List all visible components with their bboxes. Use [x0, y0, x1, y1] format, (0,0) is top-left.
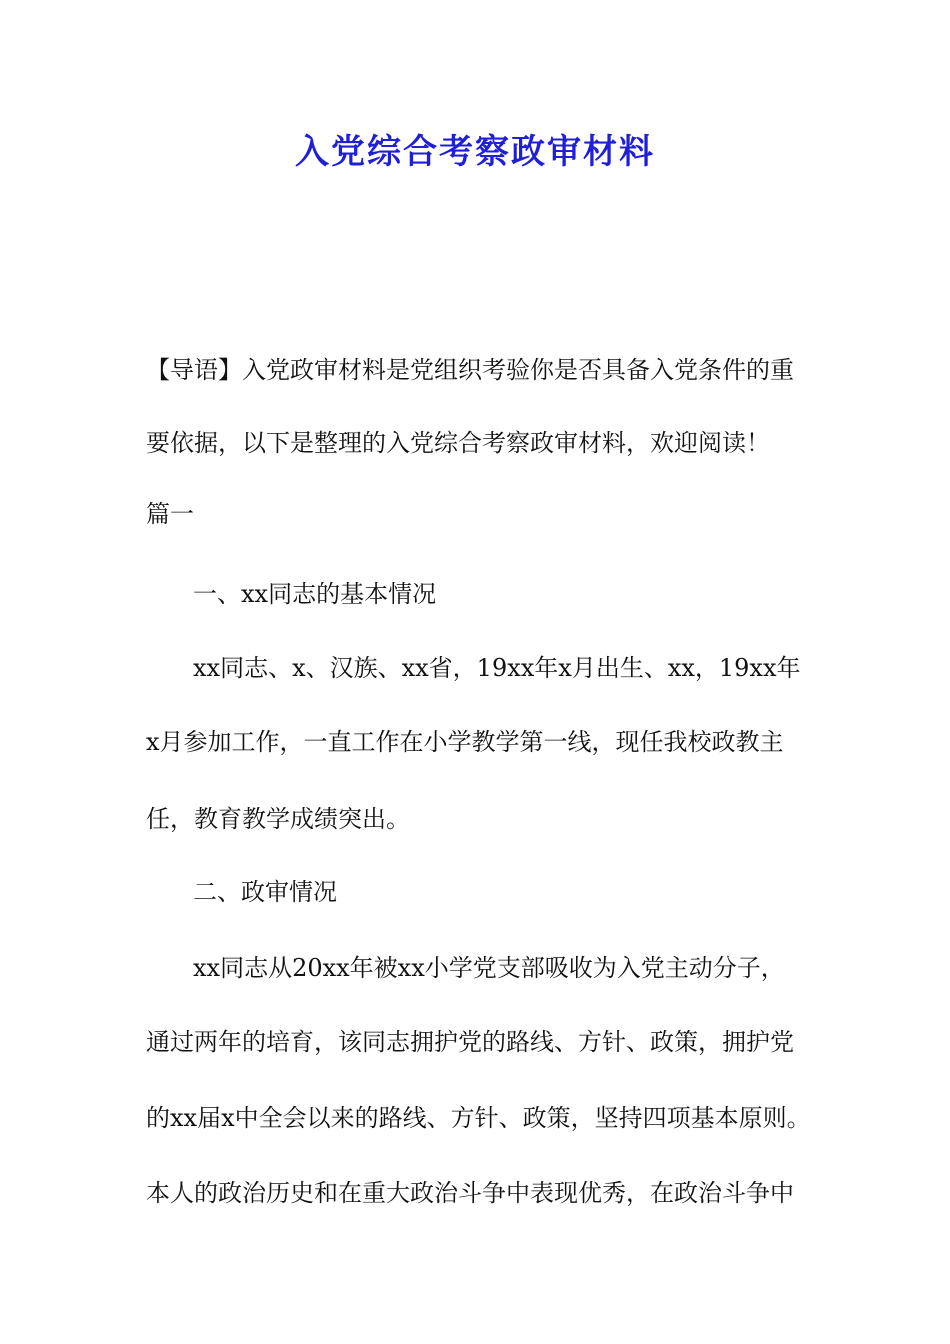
document-title: 入党综合考察政审材料: [295, 132, 655, 172]
section-subheading: 一、xx同志的基本情况: [193, 580, 437, 608]
paragraph-line: 任，教育教学成绩突出。: [146, 805, 410, 833]
paragraph-line: xx同志、x、汉族、xx省，19xx年x月出生、xx，19xx年: [193, 654, 801, 682]
paragraph-line: 要依据，以下是整理的入党综合考察政审材料，欢迎阅读！: [146, 429, 770, 457]
paragraph-line: x月参加工作，一直工作在小学教学第一线，现任我校政教主: [146, 728, 784, 756]
paragraph-line: 【导语】入党政审材料是党组织考验你是否具备入党条件的重: [146, 356, 794, 384]
section-subheading: 二、政审情况: [193, 878, 337, 906]
paragraph-line: 通过两年的培育，该同志拥护党的路线、方针、政策，拥护党: [146, 1028, 794, 1056]
paragraph-line: xx同志从20xx年被xx小学党支部吸收为入党主动分子，: [193, 954, 785, 982]
paragraph-line: 的xx届x中全会以来的路线、方针、政策，坚持四项基本原则。: [146, 1104, 811, 1132]
paragraph-line: 本人的政治历史和在重大政治斗争中表现优秀，在政治斗争中: [146, 1179, 794, 1207]
section-heading: 篇一: [146, 500, 194, 528]
